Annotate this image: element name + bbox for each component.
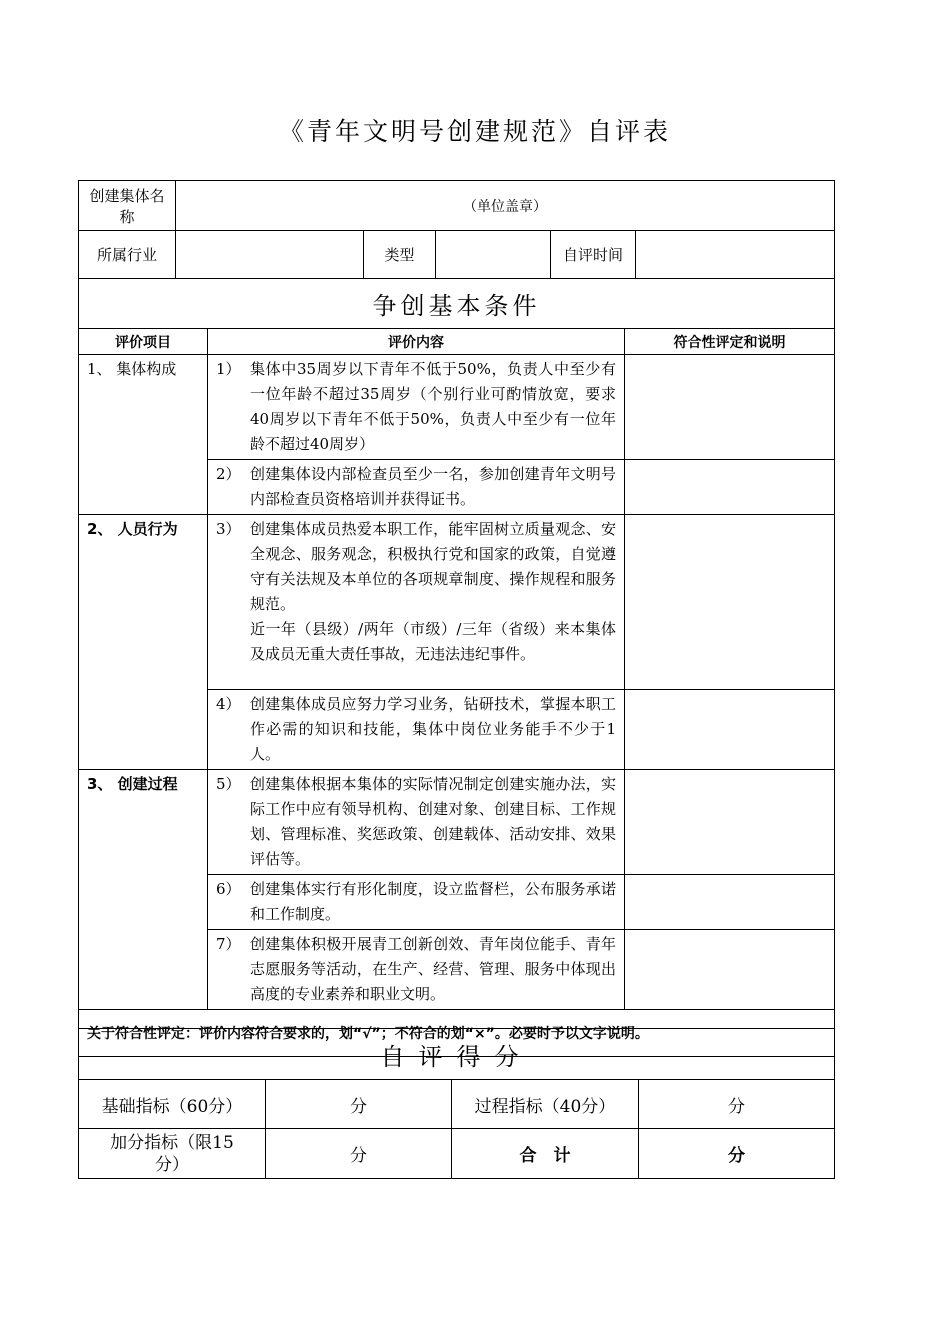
- list-item: [208, 875, 625, 930]
- col-item-header: 评价项目: [79, 329, 208, 355]
- list-item: [208, 355, 625, 460]
- basic-section-title: 争创基本条件: [79, 279, 835, 329]
- type-label: 类型: [364, 231, 436, 279]
- score-table: [78, 1028, 835, 1179]
- score-section-title: 自评得分: [79, 1029, 835, 1080]
- list-item: [208, 930, 625, 1010]
- eval-time-field[interactable]: [636, 231, 835, 279]
- conformity-cell[interactable]: [625, 460, 835, 515]
- col-conformity-header: 符合性评定和说明: [625, 329, 835, 355]
- type-field[interactable]: [436, 231, 551, 279]
- col-content-header: 评价内容: [208, 329, 625, 355]
- basic-conditions-table: [78, 278, 835, 1057]
- list-item: [208, 690, 625, 770]
- eval-time-label: 自评时间: [551, 231, 636, 279]
- basic-index-label: 基础指标（60分）: [79, 1080, 266, 1129]
- item-number: 6）: [216, 880, 241, 898]
- item-text: 创建集体设内部检查员至少一名，参加创建青年文明号内部检查员资格培训并获得证书。: [250, 465, 616, 508]
- conformity-cell[interactable]: [625, 770, 835, 875]
- list-item: [208, 770, 625, 875]
- item-text: 创建集体实行有形化制度，设立监督栏，公布服务承诺和工作制度。: [250, 880, 616, 923]
- category-name: 3、 创建过程: [79, 770, 208, 1010]
- item-text: 集体中35周岁以下青年不低于50%，负责人中至少有一位年龄不超过35周岁（个别行业可酌情放宽，要求40周岁以下青年不低于50%，负责人中至少有一位年龄不超过40周岁）: [250, 360, 616, 453]
- item-number: 1）: [216, 360, 241, 378]
- header-table: [78, 180, 835, 279]
- conformity-cell[interactable]: [625, 930, 835, 1010]
- total-value[interactable]: 分: [639, 1129, 835, 1179]
- item-text: 创建集体成员应努力学习业务，钻研技术，掌握本职工作必需的知识和技能，集体中岗位业务能手不少于1人。: [250, 695, 616, 763]
- collective-name-label: 创建集体名称: [79, 181, 176, 231]
- conformity-cell[interactable]: [625, 515, 835, 690]
- category-name: 1、 集体构成: [79, 355, 208, 515]
- item-text: 创建集体积极开展青工创新创效、青年岗位能手、青年志愿服务等活动，在生产、经营、管理、服务中体现出高度的专业素养和职业文明。: [250, 935, 616, 1003]
- seal-text[interactable]: （单位盖章）: [176, 181, 835, 231]
- conformity-note: 关于符合性评定：评价内容符合要求的，划“√”；不符合的划“×”。必要时予以文字说明。: [79, 1010, 835, 1057]
- conformity-cell[interactable]: [625, 875, 835, 930]
- item-number: 7）: [216, 935, 241, 953]
- industry-label: 所属行业: [79, 231, 176, 279]
- item-text: 创建集体根据本集体的实际情况制定创建实施办法，实际工作中应有领导机构、创建对象、创建目标、工作规划、管理标准、奖惩政策、创建载体、活动安排、效果评估等。: [250, 775, 616, 868]
- bonus-index-value[interactable]: 分: [266, 1129, 452, 1179]
- item-number: 3）: [216, 520, 241, 538]
- conformity-cell[interactable]: [625, 355, 835, 460]
- process-index-value[interactable]: 分: [639, 1080, 835, 1129]
- list-item: [208, 515, 625, 690]
- basic-index-value[interactable]: 分: [266, 1080, 452, 1129]
- total-label: 合 计: [452, 1129, 639, 1179]
- item-text: 创建集体成员热爱本职工作，能牢固树立质量观念、安全观念、服务观念，积极执行党和国家的政策，自觉遵守有关法规及本单位的各项规章制度、操作规程和服务规范。: [250, 520, 616, 613]
- list-item: [208, 460, 625, 515]
- process-index-label: 过程指标（40分）: [452, 1080, 639, 1129]
- item-text-continued: 近一年（县级）/两年（市级）/三年（省级）来本集体及成员无重大责任事故，无违法违纪事件。: [250, 620, 616, 663]
- page-title: 《青年文明号创建规范》自评表: [278, 117, 671, 146]
- item-number: 5）: [216, 775, 241, 793]
- conformity-cell[interactable]: [625, 690, 835, 770]
- bonus-index-label: 加分指标（限15分）: [79, 1129, 266, 1179]
- category-name: 2、 人员行为: [79, 515, 208, 770]
- industry-field[interactable]: [176, 231, 364, 279]
- item-number: 2）: [216, 465, 241, 483]
- item-number: 4）: [216, 695, 241, 713]
